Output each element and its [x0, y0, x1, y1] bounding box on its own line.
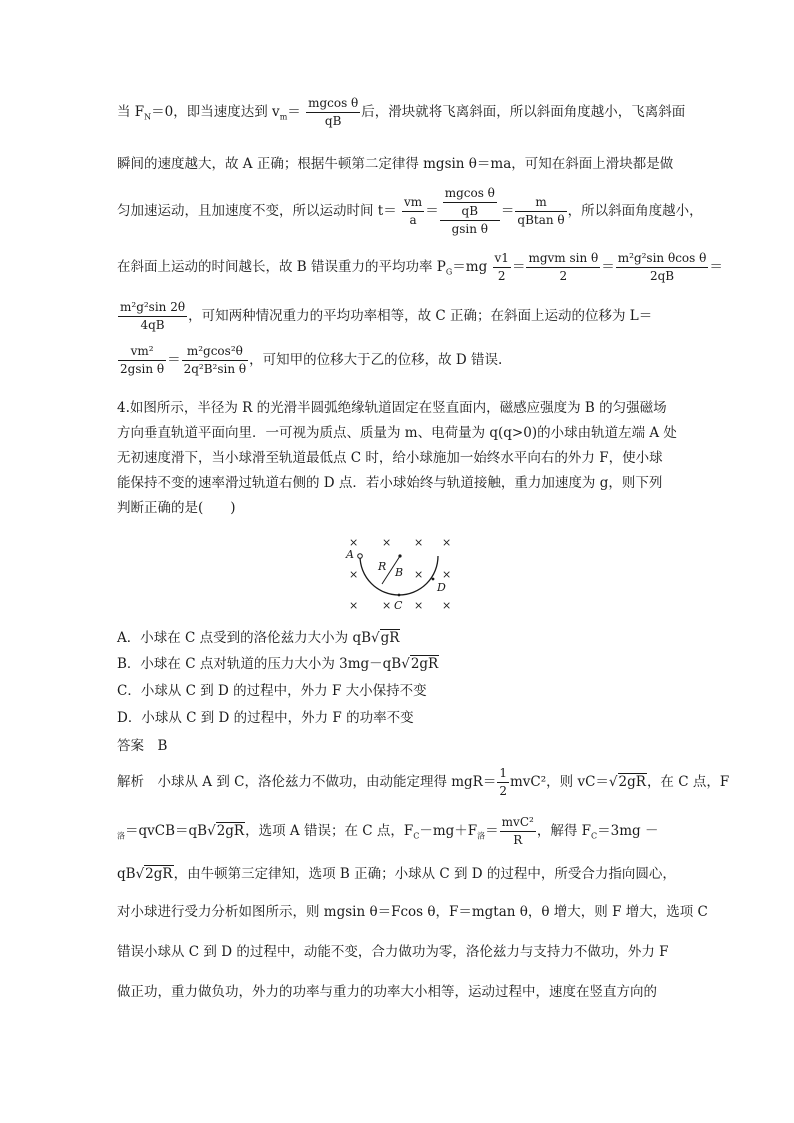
- fraction: [526, 251, 600, 284]
- point-d: [432, 578, 435, 581]
- text: ，在 C 点，F: [646, 774, 730, 790]
- text: ，所以斜面角度越小，: [567, 203, 703, 219]
- analysis-line-6: [117, 980, 657, 1000]
- fraction: [500, 815, 536, 848]
- text: B．小球在 C 点对轨道的压力大小为 3mg－qB: [117, 656, 402, 672]
- text: ＝0，即当速度达到 v: [151, 104, 280, 120]
- text: ＝mg: [452, 259, 488, 275]
- text: ，解得 F: [536, 823, 591, 839]
- text: A．小球在 C 点受到的洛伦兹力大小为 qB: [117, 630, 372, 646]
- numerator: mgcos θ: [306, 96, 360, 113]
- text: ，由牛顿第三定律知，选项 B 正确；小球从 C 到 D 的过程中，所受合力指向圆心，: [173, 866, 676, 882]
- numerator: m²g²sin 2θ: [118, 300, 187, 317]
- text: 答案 B: [117, 738, 168, 754]
- label-b: B: [395, 566, 404, 579]
- text: 无初速度滑下，当小球滑至轨道最低点 C 时，给小球施加一始终水平向右的外力 F，使小球: [117, 450, 663, 466]
- cross-mark: ×: [414, 599, 424, 612]
- inner-fraction: [443, 186, 497, 219]
- analysis-line-5: [117, 940, 668, 960]
- numerator: vm: [402, 195, 424, 212]
- numerator: vm²: [118, 344, 166, 361]
- subscript: G: [445, 267, 453, 277]
- prev-line-2: [117, 152, 673, 172]
- text: ，可知甲的位移大于乙的位移，故 D 错误.: [249, 352, 503, 368]
- text: ＝3mg －: [597, 823, 659, 839]
- text: 对小球进行受力分析如图所示，则 mgsin θ＝Fcos θ，F＝mgtan θ，θ 增大，则 F 增大，选项 C: [117, 904, 708, 920]
- subscript: N: [144, 112, 152, 122]
- denominator: a: [409, 213, 417, 227]
- denominator: gsin θ: [451, 222, 489, 236]
- question-line-4: [117, 471, 662, 491]
- cross-mark: ×: [414, 536, 424, 549]
- cross-mark: ×: [442, 536, 452, 549]
- fraction: [616, 251, 709, 284]
- cross-mark: ×: [349, 568, 359, 581]
- text: 后，滑块就将飞离斜面，所以斜面角度越小，飞离斜面: [361, 104, 686, 120]
- text: mvC²，则 vC＝: [510, 774, 609, 790]
- sqrt-content: 2gR: [410, 656, 439, 672]
- subscript: C: [591, 831, 598, 841]
- label-a: A: [346, 548, 354, 561]
- fraction: [515, 195, 566, 228]
- prev-line-5: [117, 300, 652, 333]
- sqrt-content: 2gR: [216, 823, 245, 839]
- numerator: v1: [493, 251, 511, 268]
- subscript: 洛: [117, 831, 125, 841]
- text: 匀加速运动，且加速度不变，所以运动时间 t＝: [117, 203, 397, 219]
- label-d: D: [437, 581, 446, 594]
- denominator: 2: [497, 269, 506, 283]
- text: C．小球从 C 到 D 的过程中，外力 F 大小保持不变: [117, 683, 427, 699]
- denominator: qB: [461, 204, 479, 218]
- question-line-5: [117, 496, 236, 516]
- analysis-line-3: qB√2gR，由牛顿第三定律知，选项 B 正确；小球从 C 到 D 的过程中，所受合力指向圆心，: [117, 866, 676, 882]
- compound-fraction: [440, 186, 500, 237]
- semicircle-track-diagram: [336, 536, 462, 616]
- numerator: m: [515, 195, 566, 212]
- text: 4.如图所示，半径为 R 的光滑半圆弧绝缘轨道固定在竖直面内，磁感应强度为 B 的匀强磁场: [117, 400, 667, 416]
- center-dot: [398, 554, 401, 557]
- question-line-2: [117, 421, 677, 441]
- text: 能保持不变的速率滑过轨道右侧的 D 点．若小球始终与轨道接触，重力加速度为 g，则下列: [117, 475, 663, 491]
- cross-mark: ×: [414, 568, 424, 581]
- denominator: 2q²B²sin θ: [183, 362, 247, 376]
- text: 解析 小球从 A 到 C，洛伦兹力不做功，由动能定理得 mgR＝: [117, 774, 497, 790]
- numerator: mgvm sin θ: [526, 251, 600, 268]
- numerator: [440, 186, 500, 221]
- option-c: [117, 679, 427, 699]
- subscript: C: [413, 831, 420, 841]
- numerator: mgcos θ: [443, 186, 497, 203]
- denominator: qB: [324, 114, 342, 128]
- sqrt-content: 2gR: [145, 866, 173, 882]
- cross-mark: ×: [442, 568, 452, 581]
- point-c: [398, 594, 401, 597]
- sqrt-content: 2gR: [618, 774, 646, 790]
- text: ＝: [485, 823, 499, 839]
- cross-mark: ×: [382, 536, 392, 549]
- question-line-3: [117, 446, 663, 466]
- cross-mark: ×: [349, 536, 359, 549]
- denominator: R: [513, 833, 523, 847]
- text: D．小球从 C 到 D 的过程中，外力 F 的功率不变: [117, 710, 414, 726]
- question-line-1: [117, 396, 667, 416]
- numerator: m²g²sin θcos θ: [616, 251, 709, 268]
- numerator: mvC²: [500, 815, 536, 832]
- text: 方向垂直轨道平面向里．一可视为质点、质量为 m、电荷量为 q(q>0)的小球由轨道左端 A 处: [117, 425, 677, 441]
- option-b: B．小球在 C 点对轨道的压力大小为 3mg－qB√2gR: [117, 656, 439, 672]
- fraction: [497, 766, 509, 799]
- text: ，可知两种情况重力的平均功率相等，故 C 正确；在斜面上运动的位移为 L＝: [188, 308, 653, 324]
- subscript: m: [279, 112, 288, 122]
- text: －mg＋F: [419, 823, 478, 839]
- denominator: qBtan θ: [517, 213, 565, 227]
- text: ，选项 A 错误；在 C 点，F: [245, 823, 414, 839]
- fraction: [118, 344, 166, 377]
- analysis-line-4: [117, 900, 708, 920]
- ball-at-a: [358, 554, 363, 559]
- analysis-line-1: 解析 小球从 A 到 C，洛伦兹力不做功，由动能定理得 mgR＝ $\frac{1}{2}$ mvC²，则 vC＝√2gR，在 C 点，F: [117, 766, 730, 798]
- fraction: [118, 300, 187, 333]
- text: qB: [117, 866, 136, 882]
- label-c: C: [394, 599, 403, 612]
- prev-line-3: 匀加速运动，且加速度不变，所以运动时间 t＝ $\frac{vm}{a}$ ＝ $\frac{\frac{\text{mgcos θ}}{qB}}{\text{gsin θ}}$ ＝ $\frac{m}{\text{qBtan θ}}$ ，所以斜面角度越小，: [117, 186, 703, 236]
- fraction: [493, 251, 511, 284]
- text: 错误小球从 C 到 D 的过程中，动能不变，合力做功为零，洛伦兹力与支持力不做功，外力 F: [117, 944, 669, 960]
- numerator: m²gcos²θ: [182, 344, 249, 361]
- analysis-line-2: $_洛$＝qvCB＝qB√2gR，选项 A 错误；在 C 点，$F_C-mg+F_洛=$ $\frac{\text{mvC²}}{R}$ ，解得 $F_C=3mg$ －: [117, 815, 659, 847]
- denominator: 2qB: [649, 269, 675, 283]
- text: 做正功，重力做负功，外力的功率与重力的功率大小相等，运动过程中，速度在竖直方向的: [117, 984, 657, 1000]
- text: 判断正确的是( ): [117, 500, 236, 516]
- answer-line: [117, 734, 167, 754]
- cross-mark: ×: [442, 599, 452, 612]
- fraction: [182, 344, 249, 377]
- denominator: 4qB: [140, 318, 165, 332]
- option-a: A．小球在 C 点受到的洛伦兹力大小为 qB√gR: [117, 630, 400, 646]
- sqrt-content: gR: [380, 630, 400, 646]
- label-r: R: [378, 560, 387, 573]
- text: 当 F: [117, 104, 145, 120]
- cross-mark: ×: [382, 599, 392, 612]
- text: 在斜面上运动的时间越长，故 B 错误重力的平均功率 P: [117, 259, 446, 275]
- fraction: [306, 96, 360, 129]
- denominator: 2gsin θ: [120, 362, 165, 376]
- cross-mark: ×: [349, 599, 359, 612]
- prev-line-1: [117, 96, 685, 129]
- text: ＝qvCB＝qB: [125, 823, 208, 839]
- text: 瞬间的速度越大，故 A 正确；根据牛顿第二定律得 mgsin θ＝ma，可知在斜面上滑块都是做: [117, 156, 674, 172]
- text: ＝: [287, 104, 301, 120]
- prev-line-6: $\frac{\text{vm²}}{\text{2gsin θ}}$ ＝ $\frac{\text{m²gcos²θ}}{\text{2q²B²sin θ}}$ ，可知甲的位移大于乙的位移，故 D 错误.: [120, 344, 503, 376]
- numerator: 1: [497, 766, 509, 783]
- subscript: 洛: [477, 831, 486, 841]
- prev-line-4: 在斜面上运动的时间越长，故 B 错误重力的平均功率 $P_G=mg$ $\frac{v1}{2}$ ＝ $\frac{\text{mgvm sin θ}}{2}$ ＝ $\frac{\text{m²g²sin θcos θ}}{2qB}$ ＝: [117, 251, 723, 283]
- option-d: [117, 706, 414, 726]
- fraction: [402, 195, 424, 228]
- denominator: 2: [559, 269, 568, 283]
- denominator: 2: [499, 784, 507, 798]
